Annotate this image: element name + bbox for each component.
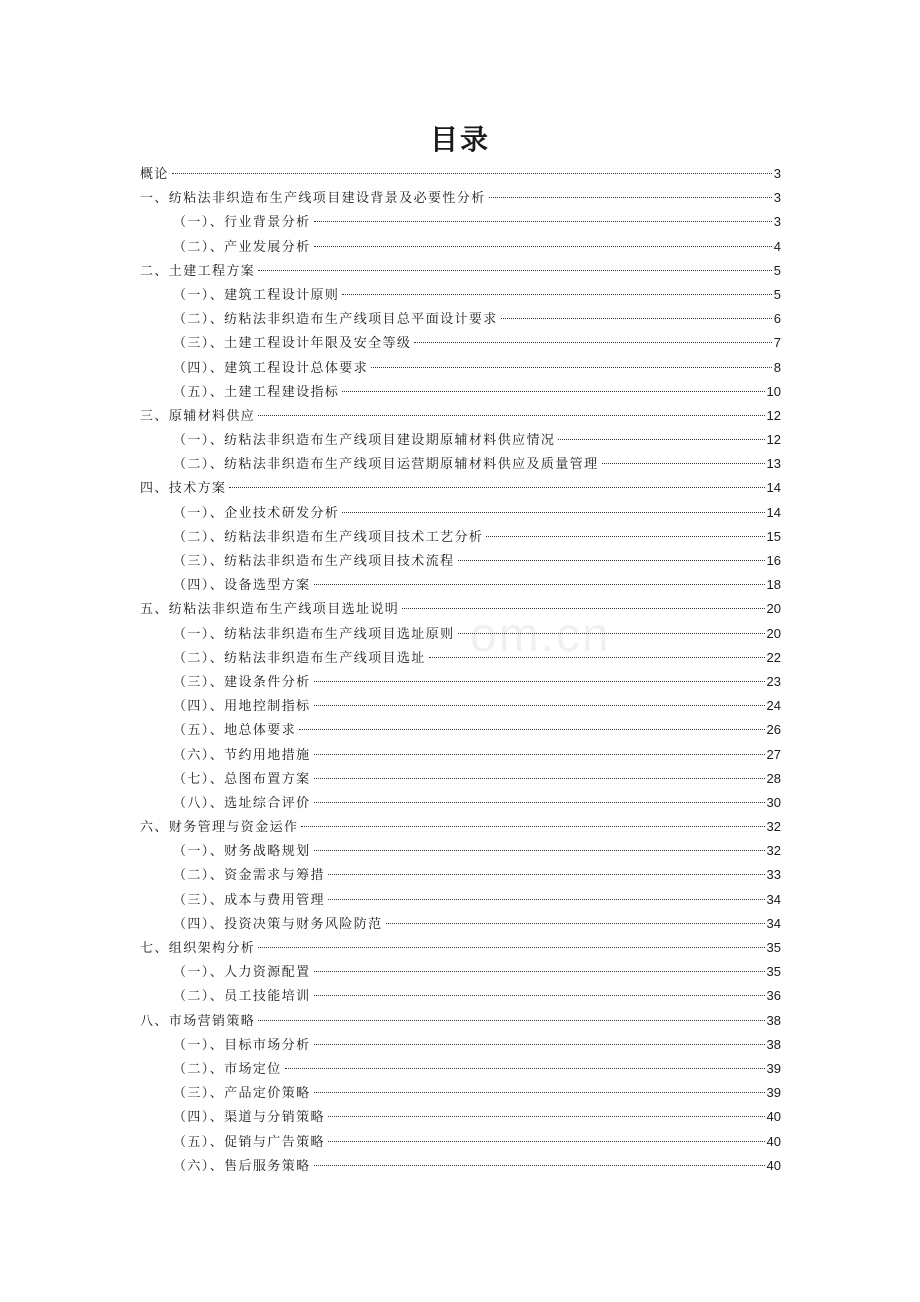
- toc-entry-label: （一）、行业背景分析: [173, 215, 311, 231]
- dot-leader: [314, 971, 765, 972]
- toc-entry[interactable]: [140, 1105, 781, 1129]
- toc-entry-label: （二）、纺粘法非织造布生产线项目选址: [173, 650, 426, 666]
- toc-entry[interactable]: [140, 694, 781, 718]
- toc-entry-label: （五）、地总体要求: [173, 723, 297, 739]
- toc-entry-label: 八、市场营销策略: [140, 1013, 256, 1029]
- dot-leader: [458, 633, 765, 634]
- toc-entry-page-number: 39: [766, 1060, 781, 1076]
- toc-entry-label: 三、原辅材料供应: [140, 408, 256, 424]
- toc-entry-page-number: 4: [773, 238, 781, 254]
- toc-entry-label: （一）、纺粘法非织造布生产线项目选址原则: [173, 626, 455, 642]
- dot-leader: [602, 463, 765, 464]
- toc-entry-page-number: 27: [766, 746, 781, 762]
- dot-leader: [402, 608, 764, 609]
- toc-entry-page-number: 35: [766, 964, 781, 980]
- toc-entry[interactable]: [140, 718, 781, 742]
- toc-entry[interactable]: [140, 525, 781, 549]
- toc-entry-page-number: 10: [766, 383, 781, 399]
- toc-entry[interactable]: [140, 452, 781, 476]
- toc-entry-label: （四）、用地控制指标: [173, 699, 311, 715]
- dot-leader: [328, 1141, 765, 1142]
- toc-entry[interactable]: [140, 259, 781, 283]
- toc-entry[interactable]: [140, 960, 781, 984]
- toc-entry-label: 二、土建工程方案: [140, 263, 256, 279]
- dot-leader: [258, 1020, 764, 1021]
- toc-entry-label: （三）、成本与费用管理: [173, 892, 325, 908]
- toc-entry-page-number: 3: [773, 190, 781, 206]
- dot-leader: [501, 318, 772, 319]
- dot-leader: [314, 778, 765, 779]
- toc-entry-page-number: 14: [766, 480, 781, 496]
- dot-leader: [328, 874, 765, 875]
- dot-leader: [371, 367, 772, 368]
- dot-leader: [328, 1116, 765, 1117]
- toc-entry-label: （二）、市场定位: [173, 1061, 282, 1077]
- toc-entry-page-number: 8: [773, 359, 781, 375]
- toc-entry[interactable]: [140, 235, 781, 259]
- dot-leader: [172, 173, 772, 174]
- toc-entry[interactable]: [140, 912, 781, 936]
- dot-leader: [314, 221, 772, 222]
- toc-entry[interactable]: [140, 597, 781, 621]
- toc-entry-page-number: 32: [766, 843, 781, 859]
- dot-leader: [458, 560, 765, 561]
- toc-entry-label: （五）、促销与广告策略: [173, 1134, 325, 1150]
- toc-entry-page-number: 24: [766, 698, 781, 714]
- toc-entry[interactable]: [140, 501, 781, 525]
- toc-entry-page-number: 23: [766, 673, 781, 689]
- toc-entry[interactable]: [140, 743, 781, 767]
- toc-entry-page-number: 40: [766, 1157, 781, 1173]
- dot-leader: [486, 536, 764, 537]
- toc-entry-page-number: 36: [766, 988, 781, 1004]
- toc-entry-label: （二）、员工技能培训: [173, 989, 311, 1005]
- dot-leader: [229, 487, 764, 488]
- toc-entry-page-number: 34: [766, 891, 781, 907]
- dot-leader: [314, 705, 765, 706]
- toc-entry-label: （三）、建设条件分析: [173, 674, 311, 690]
- toc-entry[interactable]: [140, 356, 781, 380]
- toc-entry-label: （八）、选址综合评价: [173, 795, 311, 811]
- dot-leader: [342, 391, 764, 392]
- dot-leader: [386, 923, 765, 924]
- toc-entry-page-number: 40: [766, 1133, 781, 1149]
- toc-entry-label: （二）、纺粘法非织造布生产线项目总平面设计要求: [173, 312, 498, 328]
- dot-leader: [314, 246, 772, 247]
- toc-entry[interactable]: [140, 307, 781, 331]
- toc-entry-label: （二）、资金需求与筹措: [173, 868, 325, 884]
- toc-entry-label: （六）、节约用地措施: [173, 747, 311, 763]
- toc-entry[interactable]: [140, 984, 781, 1008]
- toc-entry-label: （二）、产业发展分析: [173, 239, 311, 255]
- toc-entry-page-number: 18: [766, 577, 781, 593]
- toc-entry-page-number: 28: [766, 770, 781, 786]
- toc-entry-label: （四）、渠道与分销策略: [173, 1110, 325, 1126]
- toc-entry[interactable]: [140, 863, 781, 887]
- toc-entry-page-number: 13: [766, 456, 781, 472]
- toc-entry-page-number: 38: [766, 1036, 781, 1052]
- dot-leader: [314, 1044, 765, 1045]
- toc-entry-page-number: 6: [773, 311, 781, 327]
- dot-leader: [314, 754, 765, 755]
- toc-entry-page-number: 20: [766, 601, 781, 617]
- toc-entry-page-number: 5: [773, 286, 781, 302]
- toc-entry-label: （五）、土建工程建设指标: [173, 384, 340, 400]
- toc-entry[interactable]: [140, 380, 781, 404]
- dot-leader: [285, 1068, 765, 1069]
- dot-leader: [558, 439, 764, 440]
- toc-entry[interactable]: [140, 283, 781, 307]
- dot-leader: [342, 512, 764, 513]
- toc-entry[interactable]: [140, 476, 781, 500]
- toc-entry-page-number: 16: [766, 553, 781, 568]
- toc-entry-label: 概论: [140, 167, 169, 182]
- toc-entry-label: （四）、建筑工程设计总体要求: [173, 360, 369, 376]
- toc-entry[interactable]: [140, 428, 781, 452]
- toc-entry-label: （七）、总图布置方案: [173, 771, 311, 787]
- toc-entry[interactable]: [140, 791, 781, 815]
- dot-leader: [328, 899, 765, 900]
- toc-entry[interactable]: [140, 162, 781, 186]
- dot-leader: [314, 995, 765, 996]
- toc-entry[interactable]: [140, 1009, 781, 1033]
- toc-entry-label: （一）、目标市场分析: [173, 1037, 311, 1053]
- toc-entry-label: （一）、企业技术研发分析: [173, 505, 340, 521]
- dot-leader: [342, 294, 771, 295]
- toc-entry-label: （四）、设备选型方案: [173, 578, 311, 594]
- toc-entry-page-number: 5: [773, 262, 781, 278]
- toc-entry-label: （一）、纺粘法非织造布生产线项目建设期原辅材料供应情况: [173, 433, 556, 449]
- toc-entry-label: （一）、人力资源配置: [173, 965, 311, 981]
- page-title: 目录: [429, 123, 490, 156]
- dot-leader: [299, 729, 764, 730]
- toc-entry-page-number: 34: [766, 915, 781, 931]
- toc-entry-page-number: 7: [773, 335, 781, 351]
- toc-entry-page-number: 20: [766, 625, 781, 641]
- toc-entry[interactable]: [140, 1154, 781, 1178]
- toc-entry[interactable]: [140, 1033, 781, 1057]
- table-of-contents: [140, 162, 781, 1178]
- toc-entry[interactable]: [140, 1081, 781, 1105]
- toc-entry-page-number: 3: [773, 214, 781, 230]
- toc-entry[interactable]: [140, 888, 781, 912]
- toc-entry-label: 七、组织架构分析: [140, 941, 256, 956]
- toc-entry[interactable]: [140, 839, 781, 863]
- dot-leader: [258, 270, 772, 271]
- toc-entry-page-number: 39: [766, 1085, 781, 1101]
- dot-leader: [314, 584, 765, 585]
- dot-leader: [314, 850, 765, 851]
- toc-entry-label: 一、纺粘法非织造布生产线项目建设背景及必要性分析: [140, 191, 486, 207]
- watermark: om.cn: [470, 609, 611, 662]
- toc-entry-page-number: 12: [766, 432, 781, 448]
- toc-entry[interactable]: [140, 1130, 781, 1154]
- toc-entry-page-number: 22: [766, 649, 781, 665]
- dot-leader: [429, 657, 765, 658]
- toc-entry-page-number: 35: [766, 940, 781, 955]
- toc-entry-page-number: 33: [766, 867, 781, 883]
- toc-entry-label: （三）、土建工程设计年限及安全等级: [173, 336, 412, 352]
- toc-entry-page-number: 40: [766, 1109, 781, 1125]
- toc-entry-label: （六）、售后服务策略: [173, 1158, 311, 1174]
- toc-entry-label: 四、技术方案: [140, 481, 227, 497]
- toc-entry[interactable]: [140, 404, 781, 428]
- toc-entry[interactable]: [140, 815, 781, 839]
- toc-entry[interactable]: [140, 767, 781, 791]
- toc-entry-label: 六、财务管理与资金运作: [140, 820, 299, 836]
- toc-entry-page-number: 12: [766, 407, 781, 423]
- toc-entry-page-number: 26: [766, 722, 781, 738]
- dot-leader: [489, 197, 772, 198]
- toc-entry-label: （二）、纺粘法非织造布生产线项目运营期原辅材料供应及质量管理: [173, 457, 599, 473]
- toc-entry-page-number: 38: [766, 1012, 781, 1028]
- toc-entry-label: 五、纺粘法非织造布生产线项目选址说明: [140, 602, 400, 618]
- toc-entry[interactable]: [140, 646, 781, 670]
- toc-entry-label: （二）、纺粘法非织造布生产线项目技术工艺分析: [173, 529, 484, 545]
- toc-entry-page-number: 15: [766, 528, 781, 544]
- toc-entry-page-number: 3: [773, 166, 781, 181]
- toc-entry-page-number: 30: [766, 794, 781, 810]
- toc-entry-page-number: 14: [766, 504, 781, 520]
- toc-entry[interactable]: [140, 622, 781, 646]
- toc-entry[interactable]: [140, 549, 781, 573]
- toc-entry[interactable]: [140, 573, 781, 597]
- dot-leader: [258, 947, 764, 948]
- toc-entry[interactable]: [140, 331, 781, 355]
- dot-leader: [314, 1165, 765, 1166]
- toc-entry[interactable]: [140, 936, 781, 960]
- dot-leader: [314, 681, 765, 682]
- toc-entry[interactable]: [140, 186, 781, 210]
- toc-entry-label: （一）、建筑工程设计原则: [173, 287, 340, 303]
- dot-leader: [314, 802, 765, 803]
- toc-entry-label: （三）、产品定价策略: [173, 1086, 311, 1102]
- dot-leader: [414, 342, 771, 343]
- dot-leader: [301, 826, 764, 827]
- toc-entry-label: （三）、纺粘法非织造布生产线项目技术流程: [173, 554, 455, 569]
- toc-entry[interactable]: [140, 670, 781, 694]
- dot-leader: [314, 1092, 765, 1093]
- toc-entry[interactable]: [140, 210, 781, 234]
- toc-entry-label: （四）、投资决策与财务风险防范: [173, 916, 383, 932]
- toc-entry-label: （一）、财务战略规划: [173, 844, 311, 860]
- dot-leader: [258, 415, 764, 416]
- toc-entry[interactable]: [140, 1057, 781, 1081]
- toc-entry-page-number: 32: [766, 819, 781, 835]
